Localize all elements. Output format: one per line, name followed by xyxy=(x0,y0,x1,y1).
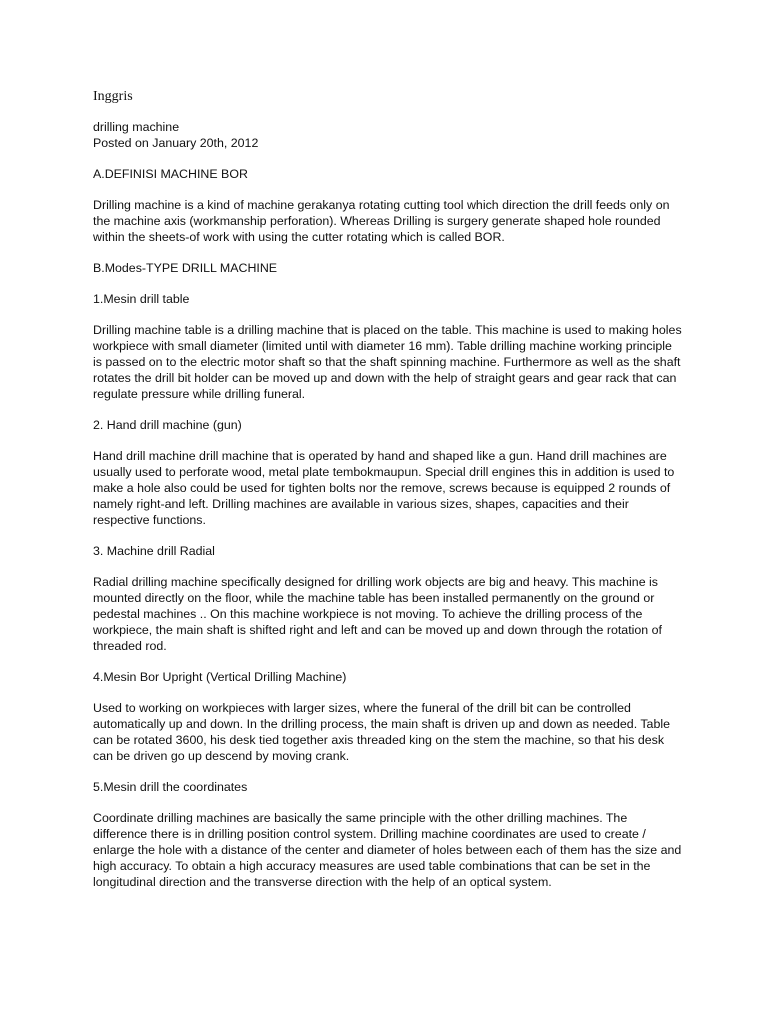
document-title: Inggris xyxy=(93,89,133,104)
section-paragraph-table-drill: Drilling machine table is a drilling machine that is placed on the table. This machine is used to making holes workpiece with small diameter (limited until with diameter 16 mm). Table drilling machine working principle is passed on to the electric motor shaft so that the shaft spinning machine. Furthermore as well as the shaft rotates the drill bit holder can be moved up and down with the help of straight gears and gear rack that can regulate pressure while drilling funeral. xyxy=(93,323,682,401)
section-heading-definition: A.DEFINISI MACHINE BOR xyxy=(93,167,248,181)
section-heading-table-drill: 1.Mesin drill table xyxy=(93,292,190,306)
section-heading-coordinate-drill: 5.Mesin drill the coordinates xyxy=(93,780,248,794)
section-heading-types: B.Modes-TYPE DRILL MACHINE xyxy=(93,261,278,275)
section-paragraph-definition: Drilling machine is a kind of machine gerakanya rotating cutting tool which direction the drill feeds only on the machine axis (workmanship perforation). Whereas Drilling is surgery generate shaped hole rounded within the sheets-of work with using the cutter rotating which is called BOR. xyxy=(93,198,670,244)
section-heading-hand-drill: 2. Hand drill machine (gun) xyxy=(93,418,242,432)
document-content xyxy=(93,88,683,905)
section-paragraph-hand-drill: Hand drill machine drill machine that is operated by hand and shaped like a gun. Hand drill machines are usually used to perforate wood, metal plate tembokmaupun. Special drill engines this in addition is used to make a hole also could be used for tighten bolts nor the remove, screws because is equipped 2 rounds of namely right-and left. Drilling machines are available in various sizes, shapes, capacities and their respective functions. xyxy=(93,449,675,527)
section-paragraph-radial-drill: Radial drilling machine specifically designed for drilling work objects are big and heavy. This machine is mounted directly on the floor, while the machine table has been installed permanently on the ground or pedestal machines .. On this machine workpiece is not moving. To achieve the drilling process of the workpiece, the main shaft is shifted right and left and can be moved up and down through the rotation of threaded rod. xyxy=(93,575,662,653)
section-heading-upright-drill: 4.Mesin Bor Upright (Vertical Drilling Machine) xyxy=(93,670,347,684)
section-paragraph-coordinate-drill: Coordinate drilling machines are basically the same principle with the other drilling machines. The difference there is in drilling position control system. Drilling machine coordinates are used to create / enlarge the hole with a distance of the center and diameter of holes between each of them has the size and high accuracy. To obtain a high accuracy measures are used table combinations that can be set in the longitudinal direction and the transverse direction with the help of an optical system. xyxy=(93,811,682,889)
section-heading-radial-drill: 3. Machine drill Radial xyxy=(93,544,215,558)
section-paragraph-upright-drill: Used to working on workpieces with larger sizes, where the funeral of the drill bit can be controlled automatically up and down. In the drilling process, the main shaft is driven up and down as needed. Table can be rotated 3600, his desk tied together axis threaded king on the stem the machine, so that his desk can be driven go up descend by moving crank. xyxy=(93,701,670,763)
post-date: Posted on January 20th, 2012 xyxy=(93,136,259,150)
post-title: drilling machine xyxy=(93,120,180,134)
post-header xyxy=(93,119,683,151)
